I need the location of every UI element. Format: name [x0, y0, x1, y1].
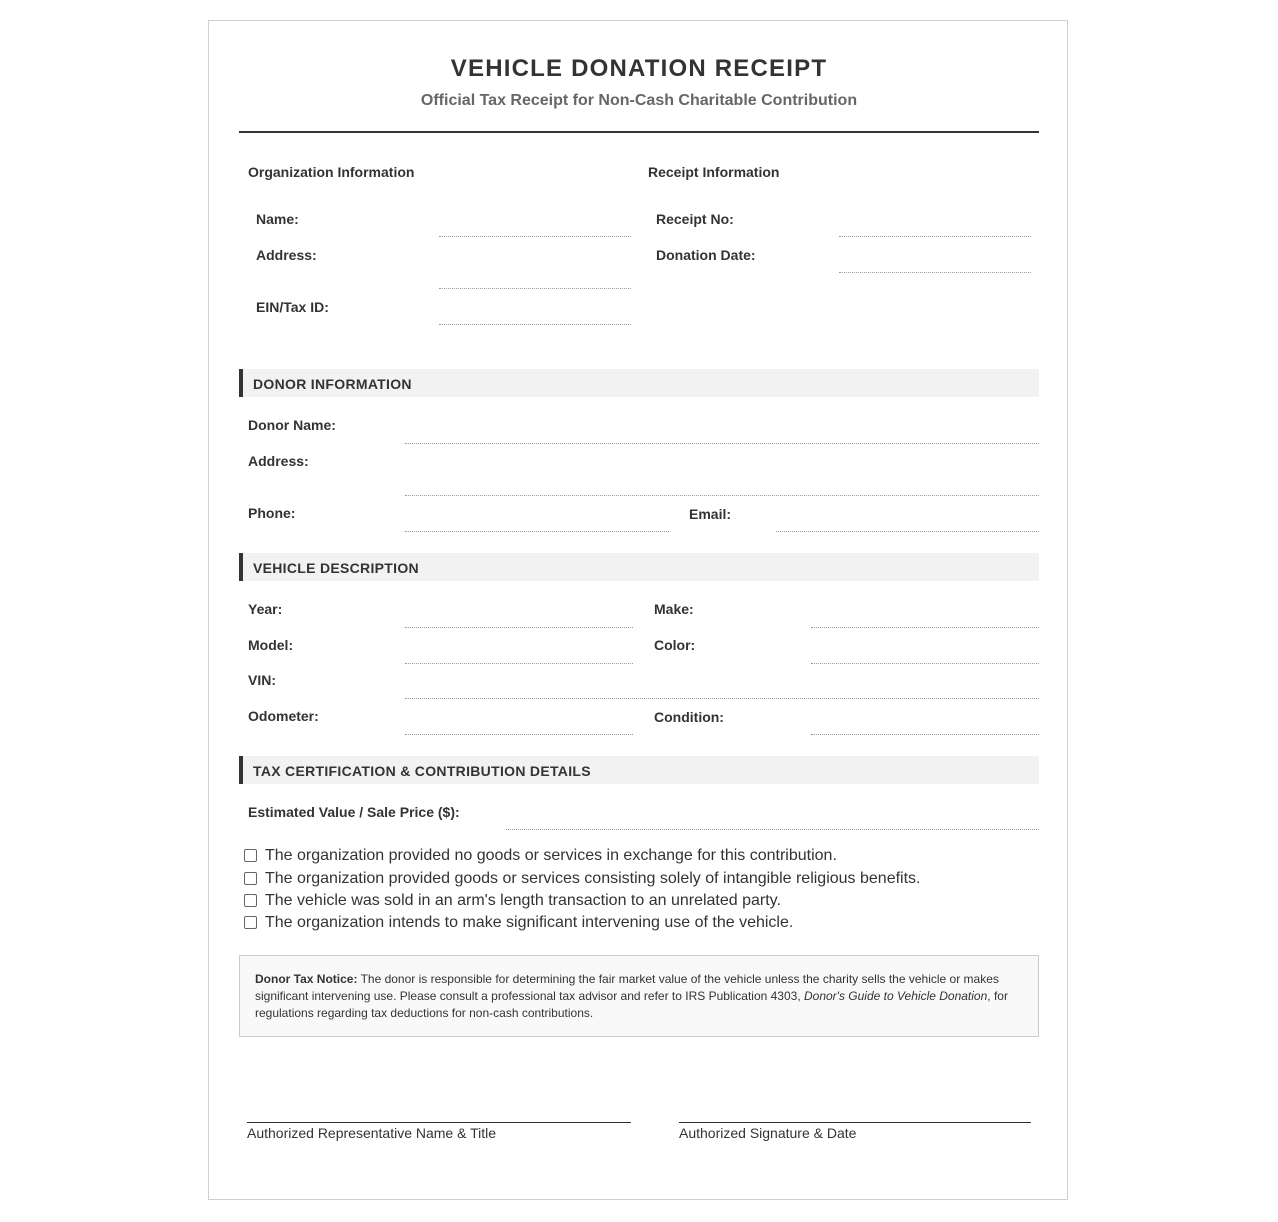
donor-tax-notice — [239, 955, 1039, 1037]
donor-phone-label: Phone: — [248, 505, 296, 521]
vehicle-section-header — [239, 553, 1039, 581]
checkbox-label: The vehicle was sold in an arm's length transaction to an unrelated party. — [265, 892, 781, 909]
donor-name-label: Donor Name: — [248, 417, 336, 433]
vehicle-odometer-field[interactable] — [405, 734, 633, 735]
checkbox-intervening-use[interactable] — [244, 914, 1024, 934]
org-ein-field[interactable] — [439, 324, 631, 325]
donor-phone-field[interactable] — [405, 531, 669, 532]
vehicle-color-field[interactable] — [811, 663, 1039, 664]
authorized-signature-line[interactable] — [679, 1122, 1031, 1123]
checkbox-box[interactable] — [244, 872, 257, 885]
page-subtitle: Official Tax Receipt for Non-Cash Charitable Contribution — [420, 92, 858, 109]
header-divider — [239, 131, 1039, 133]
vehicle-make-label: Make: — [654, 601, 694, 617]
org-ein-label: EIN/Tax ID: — [256, 299, 329, 315]
vehicle-section-title: VEHICLE DESCRIPTION — [253, 560, 419, 576]
checkbox-box[interactable] — [244, 916, 257, 929]
donor-section-title: DONOR INFORMATION — [253, 376, 412, 392]
checkbox-box[interactable] — [244, 849, 257, 862]
org-address-label: Address: — [256, 247, 317, 263]
representative-signature-line[interactable] — [247, 1122, 631, 1123]
donor-email-field[interactable] — [776, 531, 1039, 532]
authorized-signature-label: Authorized Signature & Date — [679, 1125, 857, 1141]
donation-date-field[interactable] — [839, 272, 1031, 273]
vehicle-make-field[interactable] — [811, 627, 1039, 628]
vehicle-year-field[interactable] — [405, 627, 633, 628]
checkbox-religious-benefits[interactable] — [244, 870, 1024, 890]
checkbox-no-goods[interactable] — [244, 847, 1024, 867]
receipt-page — [208, 20, 1068, 1200]
page-title: VEHICLE DONATION RECEIPT — [450, 55, 828, 82]
checkbox-label: The organization provided no goods or services in exchange for this contribution. — [265, 847, 837, 864]
vehicle-vin-label: VIN: — [248, 672, 276, 688]
vehicle-vin-field[interactable] — [405, 698, 1039, 699]
vehicle-model-field[interactable] — [405, 663, 633, 664]
organization-heading: Organization Information — [248, 164, 415, 180]
vehicle-condition-label: Condition: — [654, 709, 724, 725]
receipt-heading: Receipt Information — [648, 164, 780, 180]
notice-title: Donor Tax Notice: — [255, 972, 358, 986]
org-address-field[interactable] — [439, 288, 631, 289]
org-name-field[interactable] — [439, 236, 631, 237]
notice-text-end: , for regulations regarding tax deductions for non-cash contributions. — [255, 989, 1008, 1020]
vehicle-condition-field[interactable] — [811, 734, 1039, 735]
representative-signature-label: Authorized Representative Name & Title — [247, 1125, 497, 1141]
checkbox-arms-length-sale[interactable] — [244, 892, 1024, 912]
donor-address-field[interactable] — [405, 495, 1039, 496]
receipt-number-field[interactable] — [839, 236, 1031, 237]
donation-date-label: Donation Date: — [656, 247, 756, 263]
donor-address-label: Address: — [248, 453, 309, 469]
notice-publication-title: Donor's Guide to Vehicle Donation — [803, 989, 988, 1003]
receipt-number-label: Receipt No: — [656, 211, 734, 227]
tax-section-title: TAX CERTIFICATION & CONTRIBUTION DETAILS — [253, 763, 591, 779]
donor-section-header — [239, 369, 1039, 397]
notice-text: The donor is responsible for determining the fair market value of the vehicle unless the charity sells the vehicle or makes significant intervening use. Please consult a professional tax advisor and refer to IRS Publication 4303, — [255, 972, 999, 1003]
estimated-value-field[interactable] — [506, 829, 1039, 830]
checkbox-label: The organization provided goods or services consisting solely of intangible religious benefits. — [265, 870, 921, 887]
vehicle-model-label: Model: — [248, 637, 294, 653]
vehicle-color-label: Color: — [654, 637, 696, 653]
vehicle-odometer-label: Odometer: — [248, 708, 319, 724]
checkbox-box[interactable] — [244, 894, 257, 907]
donor-email-label: Email: — [689, 506, 732, 522]
donor-name-field[interactable] — [405, 443, 1039, 444]
tax-section-header — [239, 756, 1039, 784]
org-name-label: Name: — [256, 211, 299, 227]
vehicle-year-label: Year: — [248, 601, 283, 617]
estimated-value-label: Estimated Value / Sale Price ($): — [248, 804, 460, 820]
checkbox-label: The organization intends to make significant intervening use of the vehicle. — [265, 914, 794, 931]
